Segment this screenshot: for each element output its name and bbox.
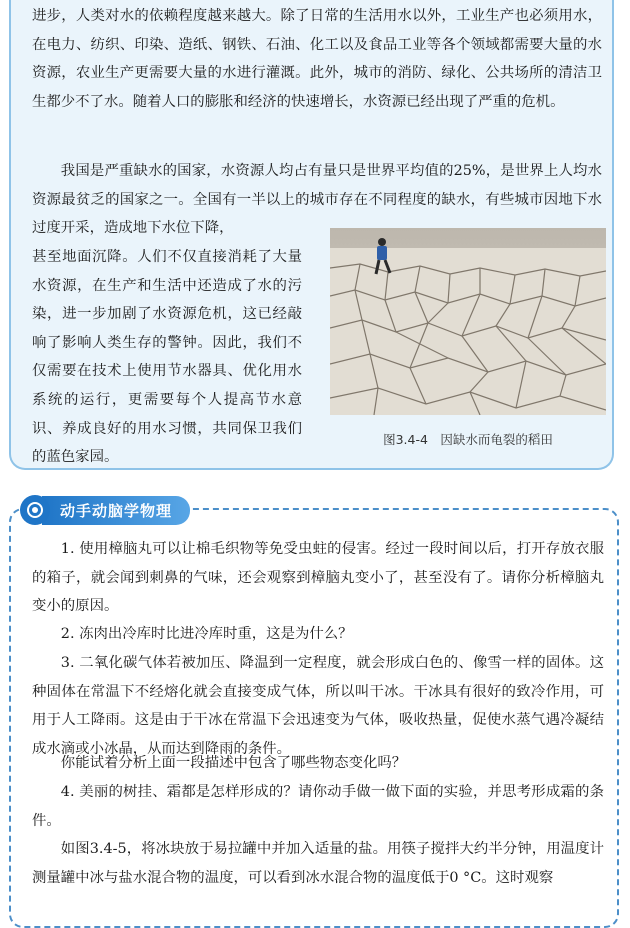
activity-question: 你能试着分析上面一段描述中包含了哪些物态变化吗？ xyxy=(60,755,407,771)
figure-caption: 图3.4-4 因缺水而龟裂的稻田 xyxy=(383,432,553,447)
activity-experiment: 如图3.4-5，将冰块放于易拉罐中并加入适量的盐。用筷子搅拌大约半分钟，用温度计测量罐中冰与盐水混合物的温度，可以看到冰水混合物的温度低于0 °C。这时观察 xyxy=(32,841,604,886)
cracked-rice-field-photo xyxy=(330,228,606,415)
activity-item-3: 3. 二氧化碳气体若被加压、降温到一定程度，就会形成白色的、像雪一样的固体。这种固体在常温下不经熔化就会直接变成气体，所以叫干冰。干冰具有很好的致冷作用，可用于人工降雨。这是由于干冰在常温下会迅速变为气体，吸收热量，促使水蒸气遇冷凝结成水滴或小冰晶，从而达到降雨的条件。 xyxy=(32,655,604,757)
activity-title: 动手动脑学物理 xyxy=(42,496,190,525)
target-icon xyxy=(20,495,50,525)
activity-header xyxy=(20,494,190,526)
paragraph-china-water-shortage: 我国是严重缺水的国家，水资源人均占有量只是世界平均值的25%，是世界上人均水资源最贫乏的国家之一。全国有一半以上的城市存在不同程度的缺水，有些城市因地下水过度开采，造成地下水位下降， xyxy=(32,163,602,237)
activity-item-2: 2. 冻肉出冷库时比进冷库时重，这是为什么？ xyxy=(60,626,353,642)
paragraph-water-dependence: 进步，人类对水的依赖程度越来越大。除了日常的生活用水以外，工业生产也必须用水，在电力、纺织、印染、造纸、钢铁、石油、化工以及食品工业等各个领域都需要大量的水资源，农业生产更需要大量的水进行灌溉。此外，城市的消防、绿化、公共场所的清洁卫生都少不了水。随着人口的膨胀和经济的快速增长，水资源已经出现了严重的危机。 xyxy=(32,8,602,110)
activity-item-1: 1. 使用樟脑丸可以让棉毛织物等免受虫蛀的侵害。经过一段时间以后，打开存放衣服的箱子，就会闻到刺鼻的气味，还会观察到樟脑丸变小了，甚至没有了。请你分析樟脑丸变小的原因。 xyxy=(32,541,604,615)
activity-item-4: 4. 美丽的树挂、霜都是怎样形成的？请你动手做一做下面的实验，并思考形成霜的条件。 xyxy=(32,784,604,829)
cracked-earth-illustration xyxy=(330,228,606,415)
paragraph-china-water-shortage-cont: 甚至地面沉降。人们不仅直接消耗了大量水资源，在生产和生活中还造成了水的污染，进一步加剧了水资源危机，这已经敲响了影响人类生存的警钟。因此，我们不仅需要在技术上使用节水器具、优化用水系统的运行，更需要每个人提高节水意识、养成良好的用水习惯，共同保卫我们的蓝色家园。 xyxy=(32,249,302,466)
